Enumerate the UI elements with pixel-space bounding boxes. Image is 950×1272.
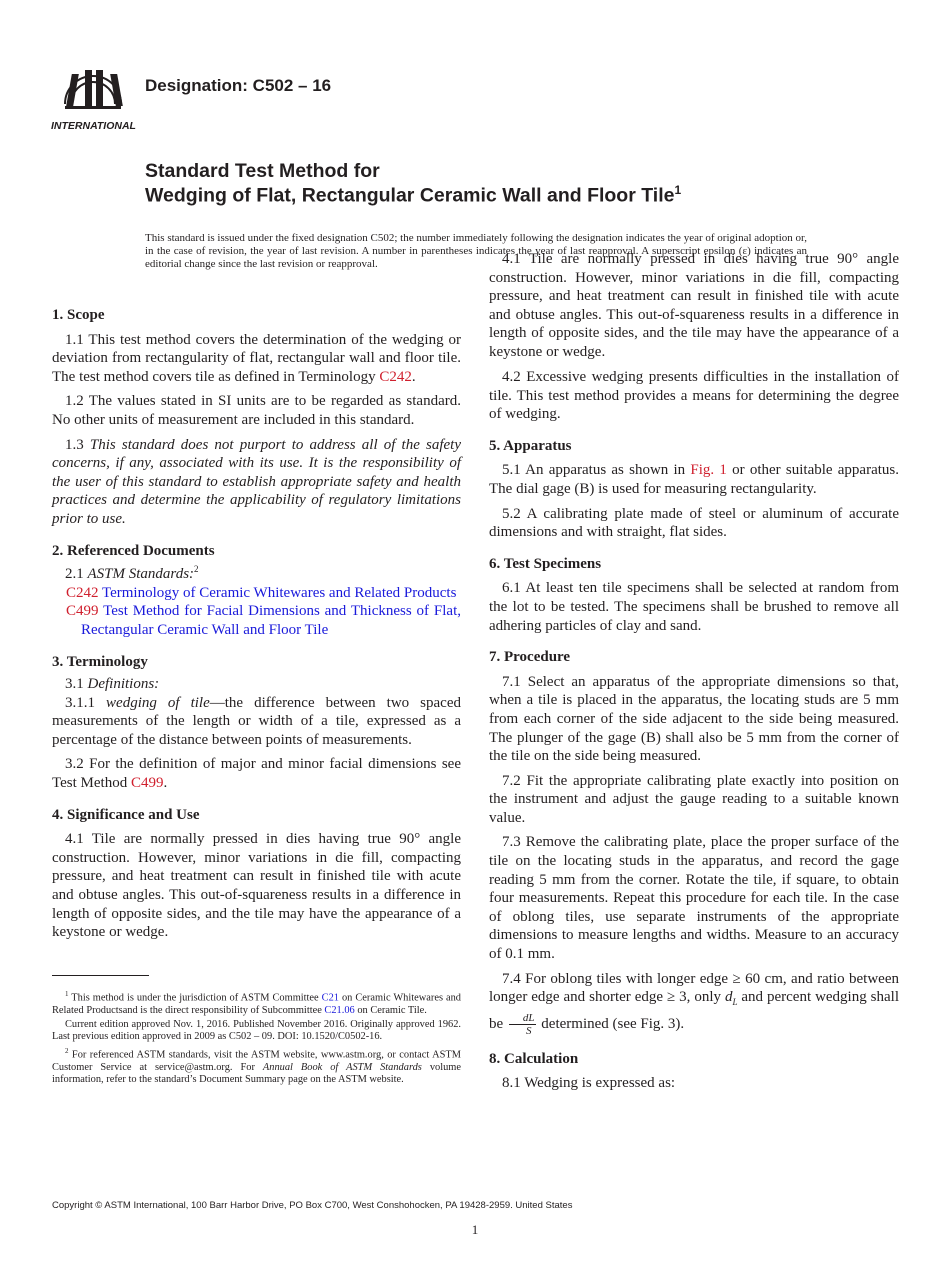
footnotes [52, 988, 461, 1086]
link-c499[interactable]: C499 [130, 775, 164, 792]
para-8-1: 8.1 Wedging is expressed as: [502, 1075, 676, 1092]
para-5-1: 5.1 An apparatus as shown in Fig. 1 or other suitable apparatus. The dial gage (B) is used for measuring rectangularity. [489, 462, 899, 497]
page-number: 1 [471, 1222, 479, 1237]
section-heading-calculation: 8. Calculation [489, 1050, 579, 1067]
para-1-2: 1.2 The values stated in SI units are to be regarded as standard. No other units of measurement are included in this standard. [52, 393, 461, 428]
section-heading-apparatus: 5. Apparatus [489, 437, 572, 454]
title-line-1: Standard Test Method for [145, 160, 380, 182]
section-heading-scope: 1. Scope [52, 307, 105, 323]
title-line-2 [145, 183, 681, 208]
issue-statement: This standard is issued under the fixed designation C502; the number immediately following the designation indicates the year of original adoption or, in the case of revision, the year of last revision. A number in parentheses indicates the year of last reapproval. A superscript epsilon (ε) indicates an editorial change since the last revision or reapproval. [145, 232, 807, 270]
ref-item-c499[interactable]: C499 Test Method for Facial Dimensions and Thickness of Flat, Rectangular Ceramic Wall and Floor Tile [66, 603, 461, 638]
section-heading-significance: 4. Significance and Use [52, 806, 200, 823]
para-4-1: 4.1 Tile are normally pressed in dies having true 90° angle construction. However, minor variations in die fill, compacting pressure, and heat treatment can result in finished tile with acute and obtuse angles. This out-of-squareness results in a difference in length of opposite sides, and the tile may have the appearance of a keystone or wedge. [52, 831, 461, 941]
link-c242[interactable]: C242 [379, 368, 412, 385]
ref-item-c242[interactable]: C242 Terminology of Ceramic Whitewares and Related Products [66, 584, 457, 601]
link-c21-06[interactable]: C21.06 [324, 1004, 355, 1016]
footnote-2: $^2$ For referenced ASTM standards, visit the ASTM website, www.astm.org, or contact ASTM Customer Service at service@astm.org. For Annual Book of ASTM Standards volume information, refer to the standard’s Document Summary page on the ASTM website. [52, 1047, 461, 1086]
para-4-2: 4.2 Excessive wedging presents difficulties in the installation of tile. This test method provides a means for determining the degree of wedging. [489, 369, 899, 423]
para-7-3: 7.3 Remove the calibrating plate, place the proper surface of the tile on the locating studs in the apparatus, and record the gage reading 5 mm from the corner. Rotate the tile, if square, to obtain four measurements. Repeat this procedure for each tile. In the case of oblong tiles, use separate instruments of the appropriate dimensions to measure lengths and widths. Measure to an accuracy of 0.1 mm. [489, 834, 899, 963]
para-5-2: 5.2 A calibrating plate made of steel or aluminum of accurate dimensions and with straight, flat sides. [489, 505, 899, 541]
copyright: Copyright © ASTM International, 100 Barr Harbor Drive, PO Box C700, West Conshohocken, PA 19428-2959. United States [52, 1200, 573, 1211]
footnote-rule [52, 975, 149, 976]
para-1-1: 1.1 This test method covers the determination of the wedging or deviation from rectangularity of flat, rectangular wall and floor tile. The test method covers tile as defined in Terminology C242. [52, 331, 461, 385]
para-2-1: 2.1 ASTM Standards:$^2$ [65, 564, 199, 583]
section-heading-procedure: 7. Procedure [489, 649, 571, 666]
para-3-2: 3.2 For the definition of major and minor facial dimensions see Test Method C499. [52, 756, 461, 792]
wedging-fraction: $\frac{dL}{S}$ [509, 1012, 536, 1037]
section-heading-referenced: 2. Referenced Documents [52, 542, 215, 559]
para-7-2: 7.2 Fit the appropriate calibrating plate exactly into position on the instrument and adjust the gauge reading to a suitable known value. [489, 772, 899, 826]
para-6-1: 6.1 At least ten tile specimens shall be selected at random from the lot to be tested. The specimens shall be brushed to remove all adhering particles of clay and sand. [489, 580, 899, 634]
para-3-1-1: 3.1.1 wedging of tile—the difference between two spaced measurements of the length or width of a tile, expressed as a percentage of the distance between points of measurements. [52, 694, 461, 748]
footnote-1: $^1$ This method is under the jurisdiction of ASTM Committee C21 on Ceramic Whitewares and Related Productsand is the direct responsibility of Subcommittee C21.06 on Ceramic Tile. [52, 990, 461, 1016]
designation: Designation: C502 – 16 [145, 76, 332, 95]
para-4-1-continued: 4.1 Tile are normally pressed in dies having true 90° angle construction. However, minor variations in die fill, compacting pressure, and heat treatment can result in finished tile with acute and obtuse angles. This out-of-squareness results in a difference in length of opposite sides, and the tile may have the appearance of a keystone or wedge. [489, 251, 899, 360]
left-column [52, 306, 462, 941]
right-column [489, 251, 899, 1093]
logo-text: INTERNATIONAL [51, 120, 136, 132]
title-text: Wedging of Flat, Rectangular Ceramic Wall and Floor Tile [145, 184, 675, 207]
link-c21[interactable]: C21 [321, 992, 339, 1004]
section-heading-specimens: 6. Test Specimens [489, 555, 602, 572]
astm-logo [51, 56, 135, 134]
para-1-3: 1.3 This standard does not purport to address all of the safety concerns, if any, associated with its use. It is the responsibility of the user of this standard to establish appropriate safety and health practices and determine the applicability of regulatory limitations prior to use. [52, 436, 462, 527]
para-7-1: 7.1 Select an apparatus of the appropriate dimensions so that, when a tile is placed in the apparatus, the locating studs are 5 mm from each corner of the side adjacent to the side being measured. The plunger of the gage (B) shall also be 5 mm from the corner of the tile on the side being measured. [489, 673, 899, 765]
section-heading-terminology: 3. Terminology [52, 653, 148, 670]
title-footnote-marker: 1 [674, 183, 682, 197]
para-3-1: 3.1 Definitions: [65, 676, 160, 693]
para-7-4: 7.4 For oblong tiles with longer edge ≥ 60 cm, and ratio between longer edge and shorter edge ≥ 3, only $d_L$ and percent wedging shall be $\frac{dL}{S}$ determined (see Fig. 3). [489, 970, 899, 1037]
footnote-edition: Current edition approved Nov. 1, 2016. Published November 2016. Originally approved 1962. Last previous edition approved in 2009 as C502 – 09. DOI: 10.1520/C0502-16. [52, 1018, 461, 1043]
link-fig-1[interactable]: Fig. 1 [690, 462, 727, 479]
